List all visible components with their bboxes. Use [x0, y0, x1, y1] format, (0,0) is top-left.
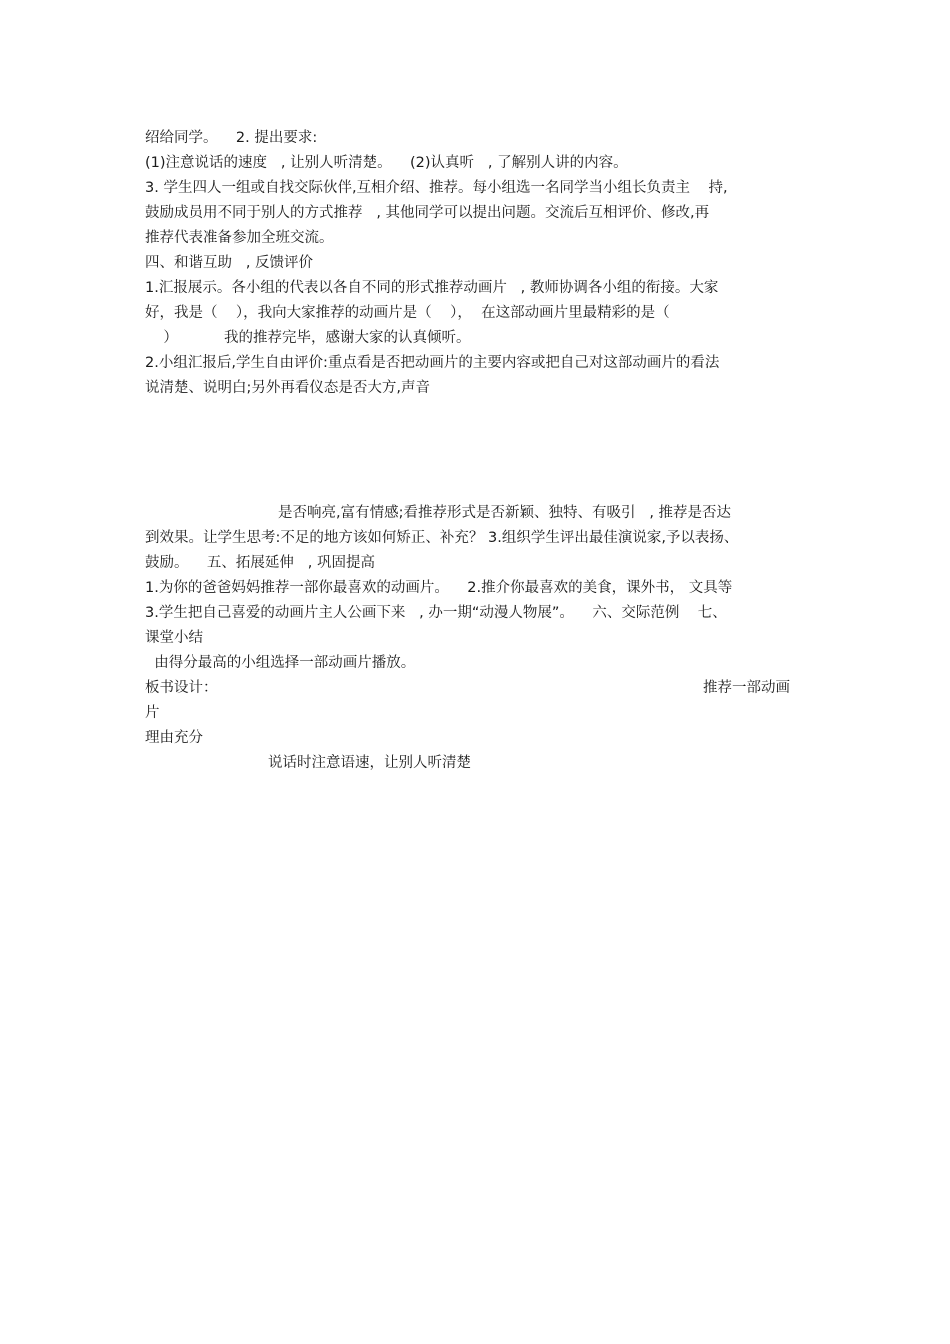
section-heading: 四、和谐互助 , 反馈评价 [145, 255, 314, 271]
text-line: 鼓励成员用不同于别人的方式推荐 , 其他同学可以提出问题。交流后互相评价、修改,再 [145, 205, 710, 221]
text-line: 1.汇报展示。各小组的代表以各自不同的形式推荐动画片 , 教师协调各小组的衔接。大家 [145, 280, 719, 296]
text-line: 到效果。让学生思考:不足的地方该如何矫正、补充？ 3.组织学生评出最佳演说家,予以表扬、 [145, 530, 739, 546]
text-line: 鼓励。 五、拓展延伸 , 巩固提高 [145, 555, 375, 571]
text-line: 2.小组汇报后,学生自由评价:重点看是否把动画片的主要内容或把自己对这部动画片的看法 [145, 355, 720, 371]
text-line: ） 我的推荐完毕，感谢大家的认真倾听。 [145, 330, 471, 346]
text-line: 课堂小结 [145, 630, 203, 646]
text-line: 推荐代表准备参加全班交流。 [145, 230, 334, 246]
text-line: 好，我是（ ），我向大家推荐的动画片是（ ）， 在这部动画片里最精彩的是（ [145, 305, 670, 321]
board-design-label: 板书设计： [145, 680, 218, 696]
text-line: 说清楚、说明白;另外再看仪态是否大方,声音 [145, 380, 430, 396]
text-line: 绍给同学。 2. 提出要求: [145, 130, 318, 146]
text-line: 1.为你的爸爸妈妈推荐一部你最喜欢的动画片。 2.推介你最喜欢的美食，课外书， 文具等 [145, 580, 733, 596]
board-design-title: 推荐一部动画 [703, 680, 790, 696]
text-line: 是否响亮,富有情感;看推荐形式是否新颖、独特、有吸引 , 推荐是否达 [278, 505, 732, 521]
board-design-note: 说话时注意语速，让别人听清楚 [268, 755, 471, 771]
board-design-reason: 理由充分 [145, 730, 203, 746]
text-line: 由得分最高的小组选择一部动画片播放。 [145, 655, 416, 671]
text-line: 3. 学生四人一组或自找交际伙伴,互相介绍、推荐。每小组选一名同学当小组长负责主 持, [145, 180, 728, 196]
text-line: 3.学生把自己喜爱的动画片主人公画下来 , 办一期“动漫人物展”。 六、交际范例 七、 [145, 605, 727, 621]
board-design-title-wrap: 片 [145, 705, 160, 721]
text-line: (1)注意说话的速度 , 让别人听清楚。 (2)认真听 , 了解别人讲的内容。 [145, 155, 628, 171]
